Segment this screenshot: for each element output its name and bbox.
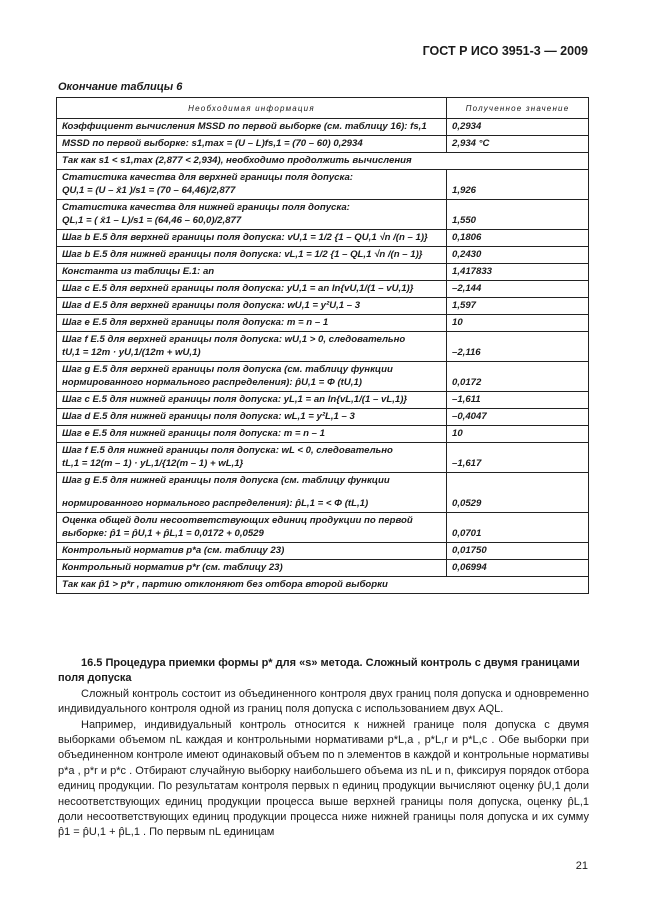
section-paragraph: Сложный контроль состоит из объединенного контроля двух границ поля допуска и одновременно индивидуального контроля одной из границ поля допуска с использованием двух AQL.	[58, 687, 589, 716]
info-line: Статистика качества для верхней границы поля допуска:	[62, 172, 354, 183]
value-cell: 10	[447, 315, 589, 332]
section-title: 16.5 Процедура приемки формы p* для «s» метода. Сложный контроль с двумя границами поля допуска	[58, 657, 580, 685]
info-line: Статистика качества для нижней границы поля допуска:	[62, 202, 350, 213]
table-row	[57, 332, 589, 362]
info-line: Шаг с Е.5 для верхней границы поля допуска: yU,1 = an ln{vU,1/(1 – vU,1)}	[62, 283, 414, 294]
table-row	[57, 362, 589, 392]
table-row	[57, 315, 589, 332]
value-cell: 0,0529	[447, 473, 589, 513]
info-cell	[57, 409, 447, 426]
value-cell: 1,417833	[447, 264, 589, 281]
table-header-row	[57, 98, 589, 119]
value-cell: 0,1806	[447, 230, 589, 247]
info-line: Шаг d Е.5 для верхней границы поля допуска: wU,1 = y²U,1 – 3	[62, 300, 361, 311]
info-line: QL,1 = ( x̄1 – L)/s1 = (64,46 – 60,0)/2,877	[62, 215, 242, 226]
value-cell: 10	[447, 426, 589, 443]
info-line: Контрольный норматив p*a (см. таблицу 23)	[62, 545, 285, 556]
info-line: Шаг b Е.5 для нижней границы поля допуска: vL,1 = 1/2 {1 – QL,1 √n /(n – 1)}	[62, 249, 423, 260]
info-line: Константа из таблицы Е.1: an	[62, 266, 215, 277]
table-row	[57, 443, 589, 473]
table-body	[57, 119, 589, 594]
table-row	[57, 136, 589, 153]
info-cell	[57, 170, 447, 200]
table-row	[57, 513, 589, 543]
table-row	[57, 230, 589, 247]
info-line: нормированного нормального распределения): p̂U,1 = Φ (tU,1)	[62, 377, 363, 388]
info-cell	[57, 543, 447, 560]
info-table	[56, 97, 589, 594]
info-cell	[57, 136, 447, 153]
info-cell	[57, 362, 447, 392]
info-cell	[57, 513, 447, 543]
page-number: 21	[575, 860, 588, 872]
table-row	[57, 543, 589, 560]
table-row	[57, 298, 589, 315]
value-cell: 1,550	[447, 200, 589, 230]
table-row	[57, 577, 589, 594]
info-line: Шаг d Е.5 для нижней границы поля допуска: wL,1 = y²L,1 – 3	[62, 411, 355, 422]
info-cell	[57, 443, 447, 473]
table-row	[57, 119, 589, 136]
info-cell	[57, 153, 589, 170]
column-header-value: Полученное значение	[447, 98, 589, 119]
table-row	[57, 170, 589, 200]
value-cell: –2,116	[447, 332, 589, 362]
value-cell: –1,617	[447, 443, 589, 473]
value-cell: 0,01750	[447, 543, 589, 560]
value-cell: 0,06994	[447, 560, 589, 577]
info-cell	[57, 264, 447, 281]
info-line: Шаг f Е.5 для верхней границы поля допуска: wU,1 > 0, следовательно	[62, 334, 406, 345]
value-cell: –0,4047	[447, 409, 589, 426]
table-row	[57, 264, 589, 281]
info-cell	[57, 332, 447, 362]
value-cell: 2,934 °С	[447, 136, 589, 153]
info-cell	[57, 315, 447, 332]
value-cell: 0,2430	[447, 247, 589, 264]
info-cell	[57, 298, 447, 315]
info-line: выборке: p̂1 = p̂U,1 + p̂L,1 = 0,0172 + 0,0529	[62, 528, 264, 539]
info-cell	[57, 200, 447, 230]
table-row	[57, 426, 589, 443]
table-row	[57, 409, 589, 426]
info-cell	[57, 560, 447, 577]
info-line: tL,1 = 12(m – 1) · yL,1/{12(m – 1) + wL,1}	[62, 458, 244, 469]
info-line: Шаг g Е.5 для нижней границы поля допуска (см. таблицу функции	[62, 475, 390, 486]
info-line: Шаг b Е.5 для верхней границы поля допуска: vU,1 = 1/2 {1 – QU,1 √n /(n – 1)}	[62, 232, 428, 243]
table-caption: Окончание таблицы 6	[58, 81, 183, 93]
info-line: Контрольный норматив p*r (см. таблицу 23)	[62, 562, 283, 573]
table-row	[57, 473, 589, 513]
info-cell	[57, 426, 447, 443]
table-row	[57, 247, 589, 264]
info-line: Шаг е Е.5 для нижней границы поля допуска: m = n – 1	[62, 428, 326, 439]
table-row	[57, 281, 589, 298]
value-cell: 1,597	[447, 298, 589, 315]
info-line: Оценка общей доли несоответствующих единиц продукции по первой	[62, 515, 413, 526]
value-cell: –1,611	[447, 392, 589, 409]
info-line: Так как s1 < s1,max (2,877 < 2,934), необходимо продолжить вычисления	[62, 155, 412, 166]
info-cell	[57, 392, 447, 409]
value-cell: 0,0701	[447, 513, 589, 543]
info-line: Шаг с Е.5 для нижней границы поля допуска: yL,1 = an ln{vL,1/(1 – vL,1)}	[62, 394, 408, 405]
value-cell: 0,2934	[447, 119, 589, 136]
table-row	[57, 392, 589, 409]
info-line: tU,1 = 12m · yU,1/(12m + wU,1)	[62, 347, 201, 358]
section-16-5	[58, 656, 589, 841]
value-cell: 1,926	[447, 170, 589, 200]
value-cell: 0,0172	[447, 362, 589, 392]
value-cell: –2,144	[447, 281, 589, 298]
column-header-info: Необходимая информация	[57, 98, 447, 119]
info-cell	[57, 473, 447, 513]
info-cell	[57, 247, 447, 264]
info-line: Шаг е Е.5 для верхней границы поля допуска: m = n – 1	[62, 317, 329, 328]
table-row	[57, 560, 589, 577]
table-row	[57, 200, 589, 230]
section-paragraph: Например, индивидуальный контроль относится к нижней границе поля допуска с двумя выборками объемом nL каждая и контрольными нормативами p*L,a , p*L,r и p*L,c . Обе выборки при объединенном контроле имеют одинаковый объем по n элементов в каждой и контрольные нормативы p*a , p*r и p*c . Отбирают случайную выборку наибольшего объема из nL и n, фиксируя порядок отбора единиц продукции. По результатам контроля первых n единиц продукции вычисляют оценку p̂U,1 доли несоответствующих единиц продукции процесса выше верхней границы поля допуска, оценку p̂L,1 доли несоответствующих единиц продукции процесса ниже нижней границы поля допуска и их сумму p̂1 = p̂U,1 + p̂L,1 . По первым nL единицам	[58, 718, 589, 839]
info-line: нормированного нормального распределения): p̂L,1 = < Φ (tL,1)	[62, 498, 369, 509]
info-line: Коэффициент вычисления MSSD по первой выборке (см. таблицу 16): fs,1	[62, 121, 427, 132]
info-line: Шаг f Е.5 для нижней границы поля допуска: wL < 0, следовательно	[62, 445, 393, 456]
info-cell	[57, 281, 447, 298]
info-line: QU,1 = (U – x̄1 )/s1 = (70 – 64,46)/2,877	[62, 185, 236, 196]
info-line: Шаг g Е.5 для верхней границы поля допуска (см. таблицу функции	[62, 364, 393, 375]
info-line: MSSD по первой выборке: s1,max = (U – L)fs,1 = (70 – 60) 0,2934	[62, 138, 363, 149]
info-cell	[57, 230, 447, 247]
document-header: ГОСТ Р ИСО 3951-3 — 2009	[422, 44, 588, 58]
info-cell	[57, 577, 589, 594]
line-spacer	[62, 487, 441, 497]
info-line: Так как p̂1 > p*r , партию отклоняют без отбора второй выборки	[62, 579, 388, 590]
info-cell	[57, 119, 447, 136]
table-row	[57, 153, 589, 170]
